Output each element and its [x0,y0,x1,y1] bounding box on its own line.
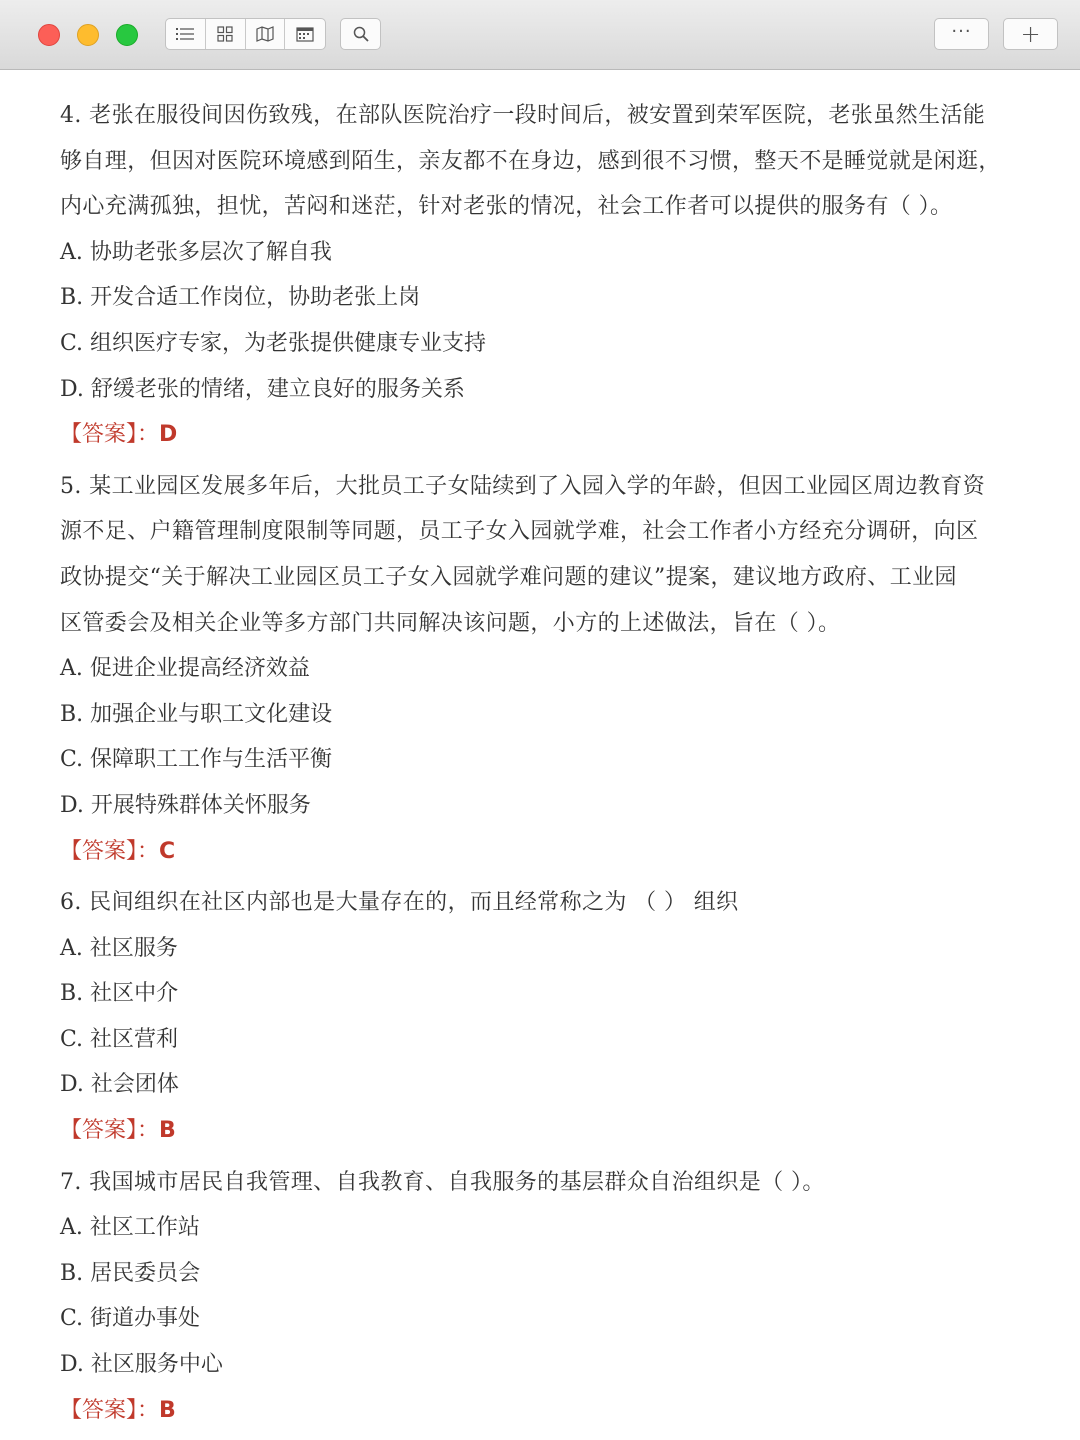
document-page [60,93,1020,1439]
question-line: 源不足、户籍管理制度限制等同题，员工子女入园就学难，社会工作者小方经充分调研，向区 [60,519,979,545]
calendar-icon [296,26,314,42]
answer-label: 【答案】： [60,1118,160,1144]
question-6 [60,880,1020,1154]
answer-label: 【答案】： [60,838,160,864]
answer-value: B [159,1118,176,1144]
question-line: 7. 我国城市居民自我管理、自我教育、自我服务的基层群众自治组织是（ ）。 [60,1169,825,1195]
grid-view-button[interactable] [206,19,246,49]
option-d: D. 社会团体 [60,1072,179,1098]
answer-line [60,1388,1020,1434]
question-text [60,880,1020,926]
question-line: 5. 某工业园区发展多年后，大批员工子女陆续到了入园入学的年龄，但因工业园区周边教育资 [60,473,986,499]
add-button[interactable]: + [1003,18,1058,50]
question-line: 够自理，但因对医院环境感到陌生，亲友都不在身边，感到很不习惯，整天不是睡觉就是闲逛， [60,148,1001,174]
question-line: 区管委会及相关企业等多方部门共同解决该问题，小方的上述做法，旨在（ ）。 [60,610,841,636]
search-button[interactable] [340,18,381,50]
list-view-button[interactable] [166,19,206,49]
answer-line [60,1108,1020,1154]
close-window-button[interactable] [38,24,60,46]
question-text [60,464,1020,646]
view-mode-group [165,18,326,50]
grid-icon [217,26,233,42]
question-line: 4. 老张在服役间因伤致残，在部队医院治疗一段时间后，被安置到荣军医院，老张虽然生活能 [60,103,986,128]
option-d: D. 社区服务中心 [60,1352,223,1378]
option-b: B. 社区中介 [60,981,179,1007]
question-4 [60,93,1020,458]
map-icon [256,26,274,42]
answer-label: 【答案】： [60,422,160,448]
question-text [60,1160,1020,1206]
option-d: D. 舒缓老张的情绪，建立良好的服务关系 [60,376,465,402]
more-options-button[interactable]: ··· [934,18,989,50]
option-a: A. 社区服务 [60,935,178,961]
window-titlebar [0,0,1080,70]
minimize-window-button[interactable] [77,24,99,46]
question-5 [60,464,1020,874]
answer-value: B [159,1397,176,1423]
question-text [60,93,1020,230]
option-a: A. 促进企业提高经济效益 [60,656,310,682]
option-c: C. 社区营利 [60,1026,179,1052]
option-c: C. 保障职工工作与生活平衡 [60,747,333,773]
question-line: 政协提交“关于解决工业园区员工子女入园就学难问题的建议”提案，建议地方政府、工业园 [60,564,957,590]
option-a: A. 社区工作站 [60,1215,200,1241]
zoom-window-button[interactable] [116,24,138,46]
list-icon [176,27,194,41]
map-view-button[interactable] [246,19,286,49]
question-line: 内心充满孤独，担忧，苦闷和迷茫，针对老张的情况，社会工作者可以提供的服务有（ ）。 [60,194,953,220]
option-b: B. 居民委员会 [60,1260,201,1286]
question-line: 6. 民间组织在社区内部也是大量存在的，而且经常称之为 （ ） 组织 [60,890,739,916]
question-7 [60,1160,1020,1434]
option-b: B. 加强企业与职工文化建设 [60,701,333,727]
option-c: C. 街道办事处 [60,1306,201,1332]
option-a: A. 协助老张多层次了解自我 [60,239,332,265]
option-c: C. 组织医疗专家，为老张提供健康专业支持 [60,330,487,356]
answer-label: 【答案】： [60,1397,160,1423]
answer-value: C [159,838,176,864]
option-b: B. 开发合适工作岗位，协助老张上岗 [60,285,421,311]
option-d: D. 开展特殊群体关怀服务 [60,792,311,818]
answer-line [60,829,1020,875]
calendar-view-button[interactable] [285,19,325,49]
answer-value: D [159,422,178,448]
answer-line [60,412,1020,458]
search-icon [353,26,369,42]
